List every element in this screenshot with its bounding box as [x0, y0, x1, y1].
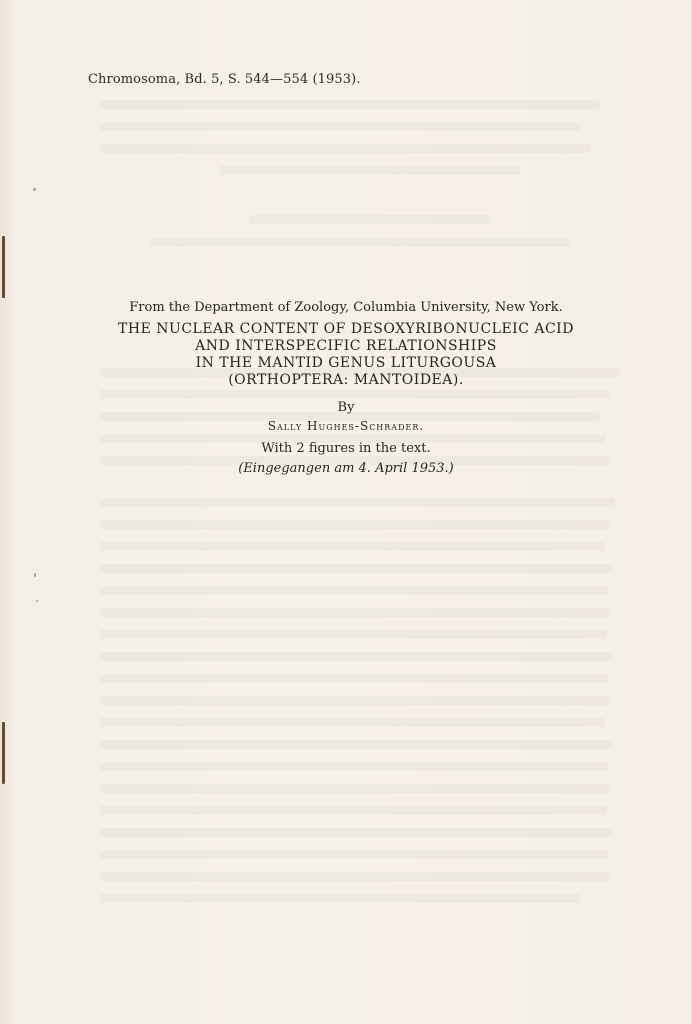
- received-date: (Eingegangen am 4. April 1953.): [238, 461, 454, 476]
- show-through-line: [100, 498, 615, 507]
- article-header: [60, 300, 632, 476]
- show-through-line: [220, 166, 520, 175]
- show-through-line: [100, 652, 612, 661]
- show-through-line: [100, 100, 600, 109]
- show-through-line: [250, 215, 490, 224]
- show-through-line: [100, 674, 608, 683]
- show-through-line: [100, 784, 610, 793]
- paper-speck: [33, 188, 36, 191]
- show-through-line: [100, 894, 580, 903]
- paper-speck: [36, 600, 38, 602]
- author-name: Sally Hughes-Schrader.: [267, 419, 425, 433]
- paper-speck: [34, 573, 36, 577]
- title-line: AND INTERSPECIFIC RELATIONSHIPS: [195, 338, 497, 354]
- show-through-line: [100, 718, 605, 727]
- show-through-line: [100, 762, 608, 771]
- title-line: IN THE MANTID GENUS LITURGOUSA: [195, 355, 497, 371]
- show-through-line: [100, 564, 612, 573]
- department-affiliation: From the Department of Zoology, Columbia University, New York.: [129, 300, 563, 315]
- show-through-line: [100, 696, 610, 705]
- show-through-line: [100, 542, 605, 551]
- show-through-line: [100, 740, 612, 749]
- title-line: THE NUCLEAR CONTENT OF DESOXYRIBONUCLEIC ACID: [118, 321, 574, 337]
- show-through-line: [100, 850, 608, 859]
- show-through-line: [100, 586, 608, 595]
- show-through-line: [100, 806, 606, 815]
- show-through-line: [100, 872, 610, 881]
- show-through-line: [150, 238, 570, 247]
- show-through-line: [100, 630, 606, 639]
- article-title: [60, 321, 632, 389]
- show-through-line: [100, 520, 610, 529]
- staple-mark-top: [2, 236, 5, 298]
- show-through-line: [100, 608, 610, 617]
- show-through-line: [100, 144, 590, 153]
- byline-label: By: [337, 400, 355, 415]
- show-through-line: [100, 122, 580, 131]
- journal-citation: Chromosoma, Bd. 5, S. 544—554 (1953).: [88, 72, 361, 87]
- figures-note: With 2 figures in the text.: [261, 441, 431, 456]
- staple-mark-bottom: [2, 722, 5, 784]
- title-line: (ORTHOPTERA: MANTOIDEA).: [228, 372, 464, 388]
- show-through-line: [100, 828, 612, 837]
